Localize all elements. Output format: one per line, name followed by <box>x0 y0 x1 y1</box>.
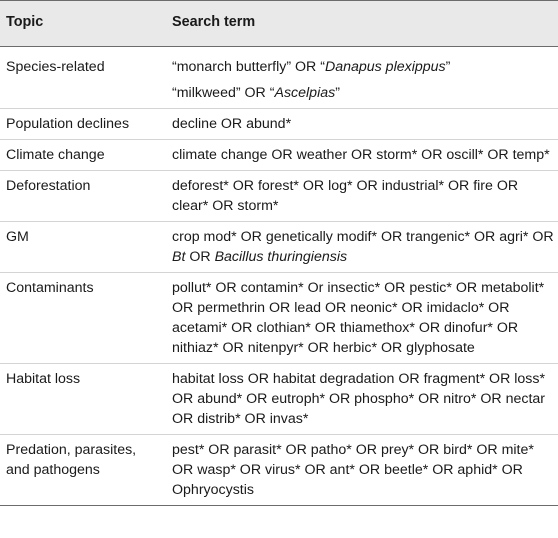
search-term-line <box>172 440 554 500</box>
term-segment: pest* OR parasit* OR patho* OR prey* OR bird* OR mite* OR wasp* OR virus* OR ant* OR beetle* OR aphid* OR Ophryocystis <box>172 442 534 498</box>
search-term-cell <box>166 109 558 140</box>
term-segment: OR <box>185 249 215 265</box>
term-segment: ” <box>335 85 340 101</box>
search-term-cell <box>166 140 558 171</box>
search-term-line <box>172 145 554 165</box>
table-body <box>0 47 558 506</box>
term-segment: “milkweed” OR “ <box>172 85 275 101</box>
search-term-cell <box>166 435 558 506</box>
term-segment: habitat loss OR habitat degradation OR fragment* OR loss* OR abund* OR eutroph* OR phospho* OR nitro* OR nectar OR distrib* OR invas* <box>172 371 546 427</box>
table-row <box>0 364 558 435</box>
search-term-cell <box>166 222 558 273</box>
topic-cell: Climate change <box>0 140 166 171</box>
term-segment: ” <box>445 59 451 75</box>
italic-term-segment: Ascelpias <box>274 85 336 101</box>
search-term-line <box>172 278 554 358</box>
term-segment: pollut* OR contamin* Or insectic* OR pestic* OR metabolit* OR permethrin OR lead OR neonic* OR imidaclo* OR acetami* OR clothian* OR thiamethox* OR dinofur* OR nithiaz* OR nitenpyr* OR herbic* OR glyphosate <box>172 280 545 356</box>
italic-term-segment: Danapus plexippus <box>324 59 446 75</box>
table-row <box>0 222 558 273</box>
topic-cell: Contaminants <box>0 273 166 364</box>
table-row <box>0 140 558 171</box>
topic-cell: Species-related <box>0 47 166 109</box>
italic-term-segment: Bacillus thuringiensis <box>214 249 348 265</box>
search-term-line <box>172 369 554 429</box>
table-header <box>0 1 558 47</box>
search-term-line <box>172 114 554 134</box>
term-segment: crop mod* OR genetically modif* OR trangenic* OR agri* OR <box>172 229 554 245</box>
search-term-cell <box>166 273 558 364</box>
topic-cell: Habitat loss <box>0 364 166 435</box>
search-term-cell <box>166 47 558 109</box>
header-search-term: Search term <box>166 1 558 47</box>
term-segment: deforest* OR forest* OR log* OR industrial* OR fire OR clear* OR storm* <box>172 178 519 214</box>
topic-cell: Deforestation <box>0 171 166 222</box>
search-term-line <box>172 227 554 267</box>
topic-cell: Population declines <box>0 109 166 140</box>
term-segment: decline OR abund* <box>172 116 292 132</box>
table-row <box>0 171 558 222</box>
topic-cell: Predation, parasites, and pathogens <box>0 435 166 506</box>
table-row <box>0 47 558 109</box>
header-topic: Topic <box>0 1 166 47</box>
table-row <box>0 435 558 506</box>
search-term-cell <box>166 364 558 435</box>
header-row <box>0 1 558 47</box>
search-term-line <box>172 83 554 103</box>
table-row <box>0 273 558 364</box>
term-segment: climate change OR weather OR storm* OR oscill* OR temp* <box>172 147 550 163</box>
search-term-line <box>172 57 554 77</box>
search-term-cell <box>166 171 558 222</box>
topic-cell: GM <box>0 222 166 273</box>
term-segment: “monarch butterfly” OR “ <box>172 59 325 75</box>
italic-term-segment: Bt <box>172 249 186 265</box>
search-term-line <box>172 176 554 216</box>
table-row <box>0 109 558 140</box>
